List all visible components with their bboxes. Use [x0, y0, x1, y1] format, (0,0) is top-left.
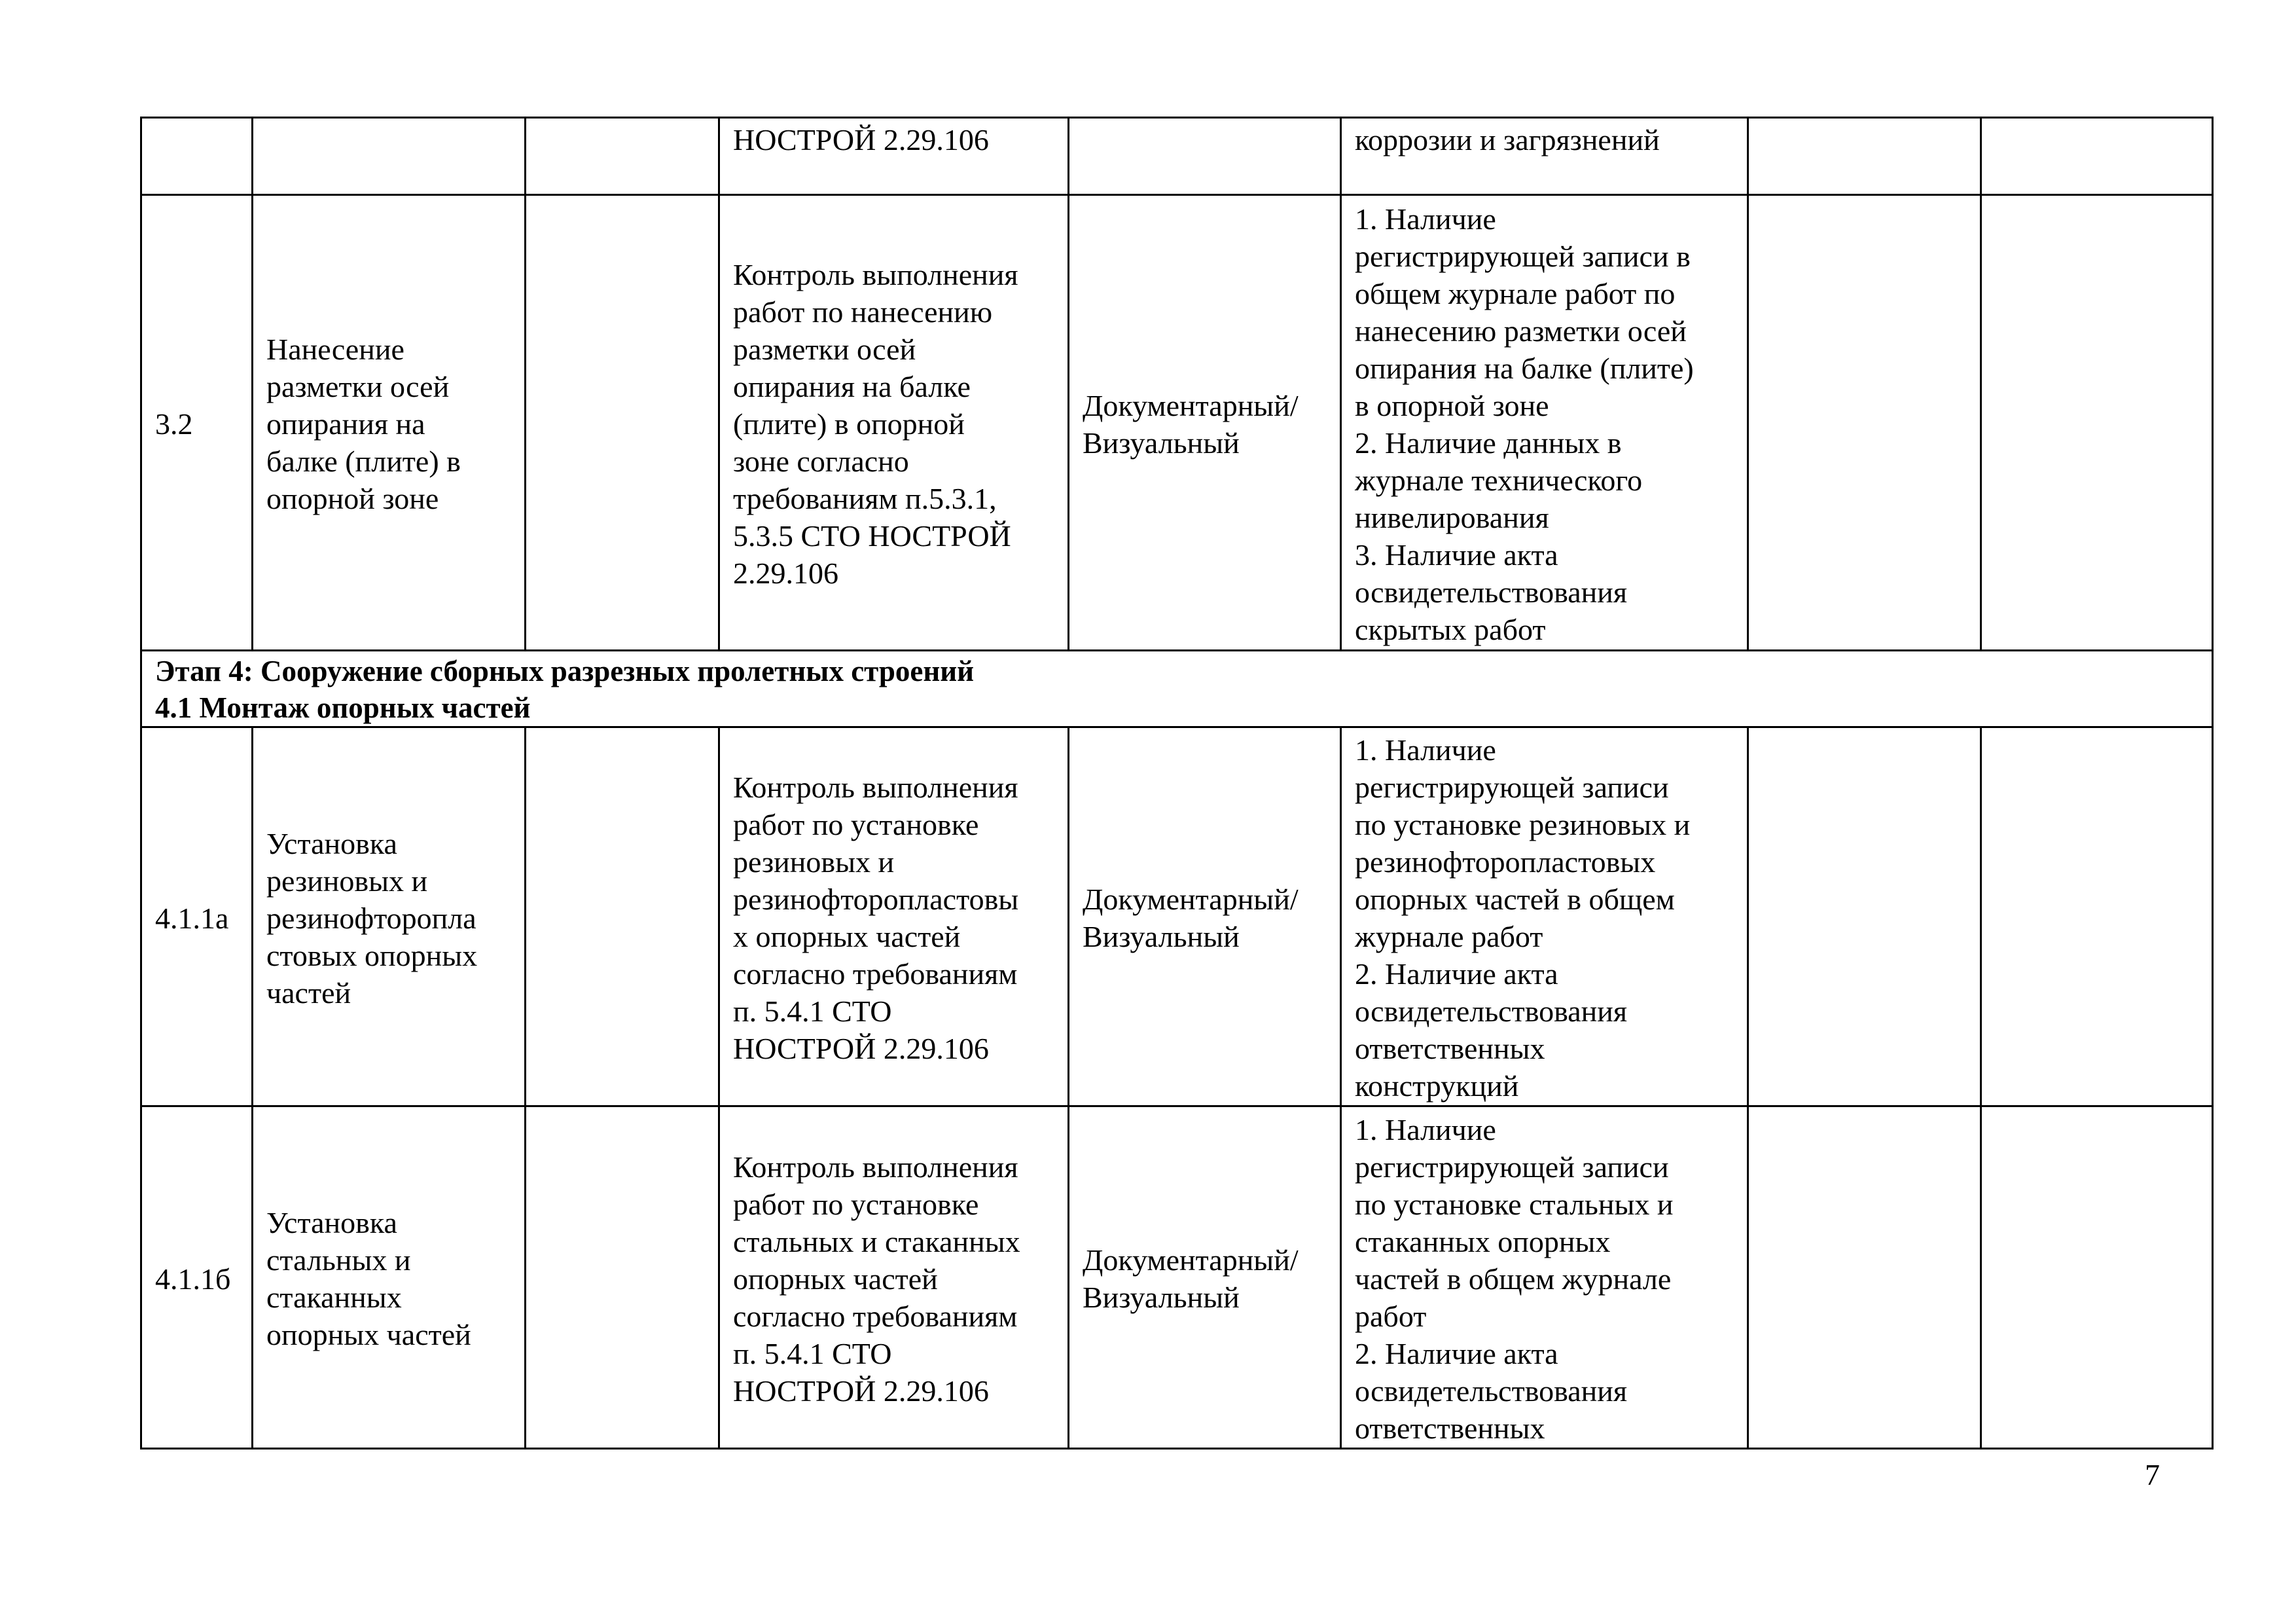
text-line: резинофторопластовы	[733, 883, 1019, 916]
cell-operation	[253, 727, 526, 1106]
cell-number: 4.1.1а	[141, 727, 253, 1106]
stage-title: Этап 4: Сооружение сборных разрезных пролетных строений	[155, 655, 975, 687]
text-line: (плите) в опорной	[733, 407, 965, 441]
text-line: Визуальный	[1083, 1281, 1240, 1314]
text-line: нивелирования	[1355, 500, 1549, 534]
text-line: регистрирующей записи	[1355, 771, 1669, 804]
text-line: опорной зоне	[266, 482, 439, 515]
stage-subtitle: 4.1 Монтаж опорных частей	[155, 691, 531, 724]
cell-number: 4.1.1б	[141, 1106, 253, 1449]
text-line: освидетельствования	[1355, 575, 1628, 609]
text-line: 2. Наличие акта	[1355, 1336, 1558, 1370]
text-line: х опорных частей	[733, 920, 961, 953]
text-line: стальных и	[266, 1243, 411, 1277]
text-line: стовых опорных	[266, 938, 478, 972]
text-line: опирания на балке	[733, 370, 971, 403]
text-line: по установке стальных и	[1355, 1187, 1674, 1221]
text-line: резинофторопла	[266, 901, 476, 935]
text-line: опорных частей	[266, 1318, 471, 1351]
text-line: опирания на	[266, 407, 425, 441]
text-line: освидетельствования	[1355, 994, 1628, 1028]
stage-header-row	[141, 651, 2213, 727]
cell-control	[719, 118, 1069, 195]
cell-method	[1069, 118, 1341, 195]
table-row	[141, 195, 2213, 651]
text-line: опирания на балке (плите)	[1355, 351, 1694, 385]
cell-documents	[1341, 195, 1748, 651]
text-line: коррозии и загрязнений	[1355, 123, 1660, 156]
text-line: нанесению разметки осей	[1355, 314, 1687, 348]
text-line: согласно требованиям	[733, 957, 1018, 991]
text-line: 1. Наличие	[1355, 1112, 1496, 1146]
text-line: стаканных	[266, 1281, 402, 1314]
cell-col3	[526, 195, 719, 651]
text-line: 2. Наличие акта	[1355, 957, 1558, 991]
text-line: Контроль выполнения	[733, 771, 1018, 804]
text-line: ответственных	[1355, 1032, 1545, 1065]
text-line: в опорной зоне	[1355, 388, 1549, 422]
table-row	[141, 1106, 2213, 1449]
cell-method	[1069, 727, 1341, 1106]
text-line: п. 5.4.1 СТО	[733, 1336, 892, 1370]
text-line: 1. Наличие	[1355, 202, 1496, 236]
table-row	[141, 727, 2213, 1106]
cell-col8	[1981, 727, 2213, 1106]
cell-operation	[253, 1106, 526, 1449]
text-line: Визуальный	[1083, 426, 1240, 460]
text-line: резиновых и	[733, 845, 895, 879]
text-line: работ по установке	[733, 1187, 979, 1221]
text-line: работ по установке	[733, 808, 979, 841]
text-line: работ по нанесению	[733, 295, 993, 329]
cell-method	[1069, 195, 1341, 651]
cell-col7	[1748, 1106, 1981, 1449]
cell-col3	[526, 727, 719, 1106]
text-line: согласно требованиям	[733, 1299, 1018, 1333]
text-line: Установка	[266, 826, 397, 860]
cell-col7	[1748, 195, 1981, 651]
cell-control	[719, 195, 1069, 651]
text-line: резинофторопластовых	[1355, 845, 1656, 879]
text-line: Документарный/	[1083, 388, 1299, 422]
cell-documents	[1341, 1106, 1748, 1449]
text-line: 1. Наличие	[1355, 733, 1496, 767]
cell-operation	[253, 118, 526, 195]
text-line: опорных частей в общем	[1355, 883, 1675, 916]
text-line: частей	[266, 976, 351, 1010]
cell-number: 3.2	[141, 195, 253, 651]
text-line: Установка	[266, 1206, 397, 1239]
text-line: разметки осей	[733, 333, 916, 366]
text-line: скрытых работ	[1355, 612, 1546, 646]
text-line: журнале технического	[1355, 463, 1643, 497]
cell-documents	[1341, 118, 1748, 195]
text-line: журнале работ	[1355, 920, 1543, 953]
text-line: НОСТРОЙ 2.29.106	[733, 1374, 989, 1408]
text-line: регистрирующей записи	[1355, 1150, 1669, 1184]
text-line: конструкций	[1355, 1069, 1519, 1103]
cell-documents	[1341, 727, 1748, 1106]
text-line: Документарный/	[1083, 883, 1299, 916]
page-number: 7	[2145, 1458, 2160, 1491]
text-line: НОСТРОЙ 2.29.106	[733, 123, 989, 156]
cell-control	[719, 1106, 1069, 1449]
text-line: регистрирующей записи в	[1355, 239, 1691, 273]
cell-control	[719, 727, 1069, 1106]
text-line: работ	[1355, 1299, 1427, 1333]
cell-col8	[1981, 118, 2213, 195]
text-line: ответственных	[1355, 1411, 1545, 1445]
text-line: требованиям п.5.3.1,	[733, 482, 997, 515]
stage-header	[141, 651, 2213, 727]
text-line: стальных и стаканных	[733, 1224, 1020, 1258]
text-line: частей в общем журнале	[1355, 1262, 1672, 1296]
text-line: освидетельствования	[1355, 1374, 1628, 1408]
cell-col8	[1981, 1106, 2213, 1449]
cell-col3	[526, 118, 719, 195]
text-line: НОСТРОЙ 2.29.106	[733, 1032, 989, 1065]
cell-col7	[1748, 118, 1981, 195]
cell-col3	[526, 1106, 719, 1449]
text-line: п. 5.4.1 СТО	[733, 994, 892, 1028]
document-table	[140, 117, 2214, 1450]
cell-method	[1069, 1106, 1341, 1449]
text-line: 5.3.5 СТО НОСТРОЙ	[733, 519, 1011, 553]
cell-col7	[1748, 727, 1981, 1106]
text-line: Контроль выполнения	[733, 1150, 1018, 1184]
text-line: Визуальный	[1083, 920, 1240, 953]
text-line: разметки осей	[266, 370, 450, 403]
cell-col8	[1981, 195, 2213, 651]
text-line: по установке резиновых и	[1355, 808, 1691, 841]
text-line: общем журнале работ по	[1355, 276, 1676, 310]
text-line: 2.29.106	[733, 556, 838, 590]
text-line: опорных частей	[733, 1262, 938, 1296]
text-line: 2. Наличие данных в	[1355, 426, 1622, 460]
text-line: 3. Наличие акта	[1355, 538, 1558, 572]
text-line: Нанесение	[266, 333, 404, 366]
table-row	[141, 118, 2213, 195]
text-line: балке (плите) в	[266, 445, 461, 478]
text-line: стаканных опорных	[1355, 1224, 1611, 1258]
text-line: Документарный/	[1083, 1243, 1299, 1277]
cell-number	[141, 118, 253, 195]
text-line: резиновых и	[266, 864, 428, 898]
cell-operation	[253, 195, 526, 651]
text-line: Контроль выполнения	[733, 258, 1018, 291]
text-line: зоне согласно	[733, 445, 909, 478]
